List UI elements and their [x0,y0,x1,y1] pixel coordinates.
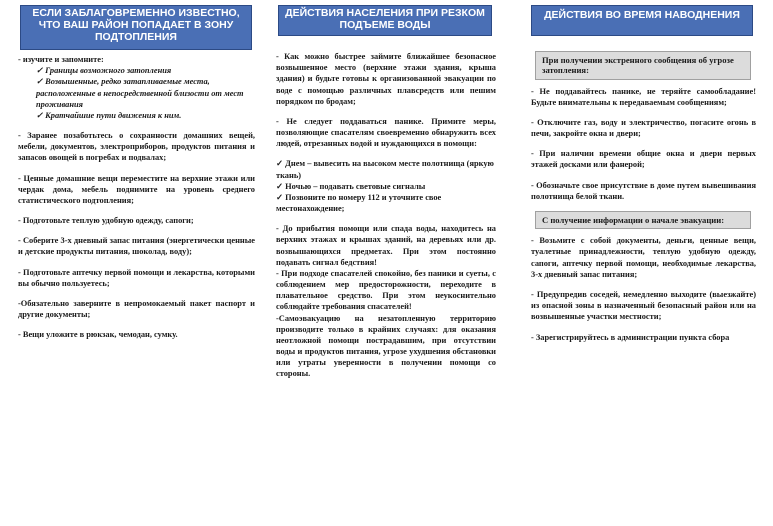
signal-item: ✓ Днем – вывесить на высоком месте полотнища (яркую ткань) [276,159,494,180]
column-header-preparation: ЕСЛИ ЗАБЛАГОВРЕМЕННО ИЗВЕСТНО, ЧТО ВАШ РАЙОН ПОПАДАЕТ В ЗОНУ ПОДТОПЛЕНИЯ [20,5,252,50]
list-item: - Отключите газ, воду и электричество, погасите огонь в печи, закройте окна и двери; [531,117,756,139]
list-item: - Ценные домашние вещи переместите на верхние этажи или чердак дома, мебель поднимите на уровень среднего статистического подтопления; [18,173,255,205]
column-sudden-rise [276,0,496,380]
signal-item: ✓ Ночью – подавать световые сигналы [276,181,426,191]
list-item: - Подготовьте теплую удобную одежду, сапоги; [18,216,194,226]
list-item: - Зарегистрируйтесь в администрации пункта сбора [531,332,730,342]
column-preparation [18,0,255,340]
signal-item: ✓ Позвоните по номеру 112 и уточните свое местонахождение; [276,192,442,214]
list-item: - Соберите 3-х дневный запас питания (энергетически ценные и детские продукты питания, шоколад, воду); [18,236,255,257]
check-item: ✓ Возвышенные, редко затапливаемые места, расположенные в непосредственной близости от мест проживания [36,77,244,109]
list-item: - Заранее позаботьтесь о сохранности домашних вещей, мебели, документов, электроприборов, продуктов питания и запасов овощей в погребах и подвалах; [18,131,255,163]
list-item: - Подготовьте аптечку первой помощи и лекарства, которыми вы обычно пользуетесь; [18,267,255,288]
column-during-flood [531,0,756,343]
list-item: - Не поддавайтесь панике, не теряйте самообладание! Будьте внимательны к передаваемым сообщениям; [531,86,756,107]
list-item: - Возьмите с собой документы, деньги, ценные вещи, туалетные принадлежности, теплую удобную одежду, сапоги, аптечку первой помощи, необходимые лекарства, 3-х дневный запас питания; [531,236,756,279]
list-item: - Вещи уложите в рюкзак, чемодан, сумку. [18,330,178,340]
subheader-alert: При получении экстренного сообщения об угрозе затопления: [535,51,751,80]
list-item: - При наличии времени общие окна и двери первых этажей досками или фанерой; [531,149,756,170]
list-item: -Обязательно заверните в непромокаемый пакет паспорт и другие документы; [18,298,255,320]
list-item: - Предупредив соседей, немедленно выходите (выезжайте) из опасной зоны в назначенный безопасный район или на возвышенные участки местности; [531,290,756,322]
intro-text: - изучите и запомните: [18,55,104,64]
column-header-during-flood: ДЕЙСТВИЯ ВО ВРЕМЯ НАВОДНЕНИЯ [531,5,753,36]
check-item: ✓ Границы возможного затопления [36,66,172,76]
check-item: ✓ Кратчайшие пути движения к ним. [36,110,182,120]
paragraph: - При подходе спасателей спокойно, без паники и суеты, с соблюдением мер предосторожности, переходите в плавательное средство. При этом неукоснительно соблюдайте требования спасателей! [276,268,496,312]
list-item: - Обозначьте свое присутствие в доме путем вывешивания полотнища белой ткани. [531,180,756,201]
paragraph: - Как можно быстрее займите ближайшее безопасное возвышенное место (верхние этажи здания, крыша здания) и будьте готовы к организованной эвакуации по воде с помощью различных плавсредств или пешим порядком по бродам; [276,52,496,106]
paragraph: - До прибытия помощи или спада воды, находитесь на верхних этажах и крышах зданий, на деревьях или др. возвышающихся предметах. При этом постоянно подавать сигнал бедствия! [276,224,496,267]
paragraph: -Самоэвакуацию на незатопленную территорию производите только в крайних случаях: для оказания неотложной помощи пострадавшим, при отсутствии воды и продуктов питания, угрозе ухудшения обстановки или утраты уверенности в получении помощи со стороны. [276,313,496,379]
column-header-sudden-rise: ДЕЙСТВИЯ НАСЕЛЕНИЯ ПРИ РЕЗКОМ ПОДЪЕМЕ ВОДЫ [278,5,492,36]
subheader-evacuation: С получение информации о начале эвакуации: [535,211,751,229]
paragraph: - Не следует поддаваться панике. Примите меры, позволяющие спасателям своевременно обнаружить всех людей, отрезанных водой и нуждающихся в помощи: [276,116,496,149]
